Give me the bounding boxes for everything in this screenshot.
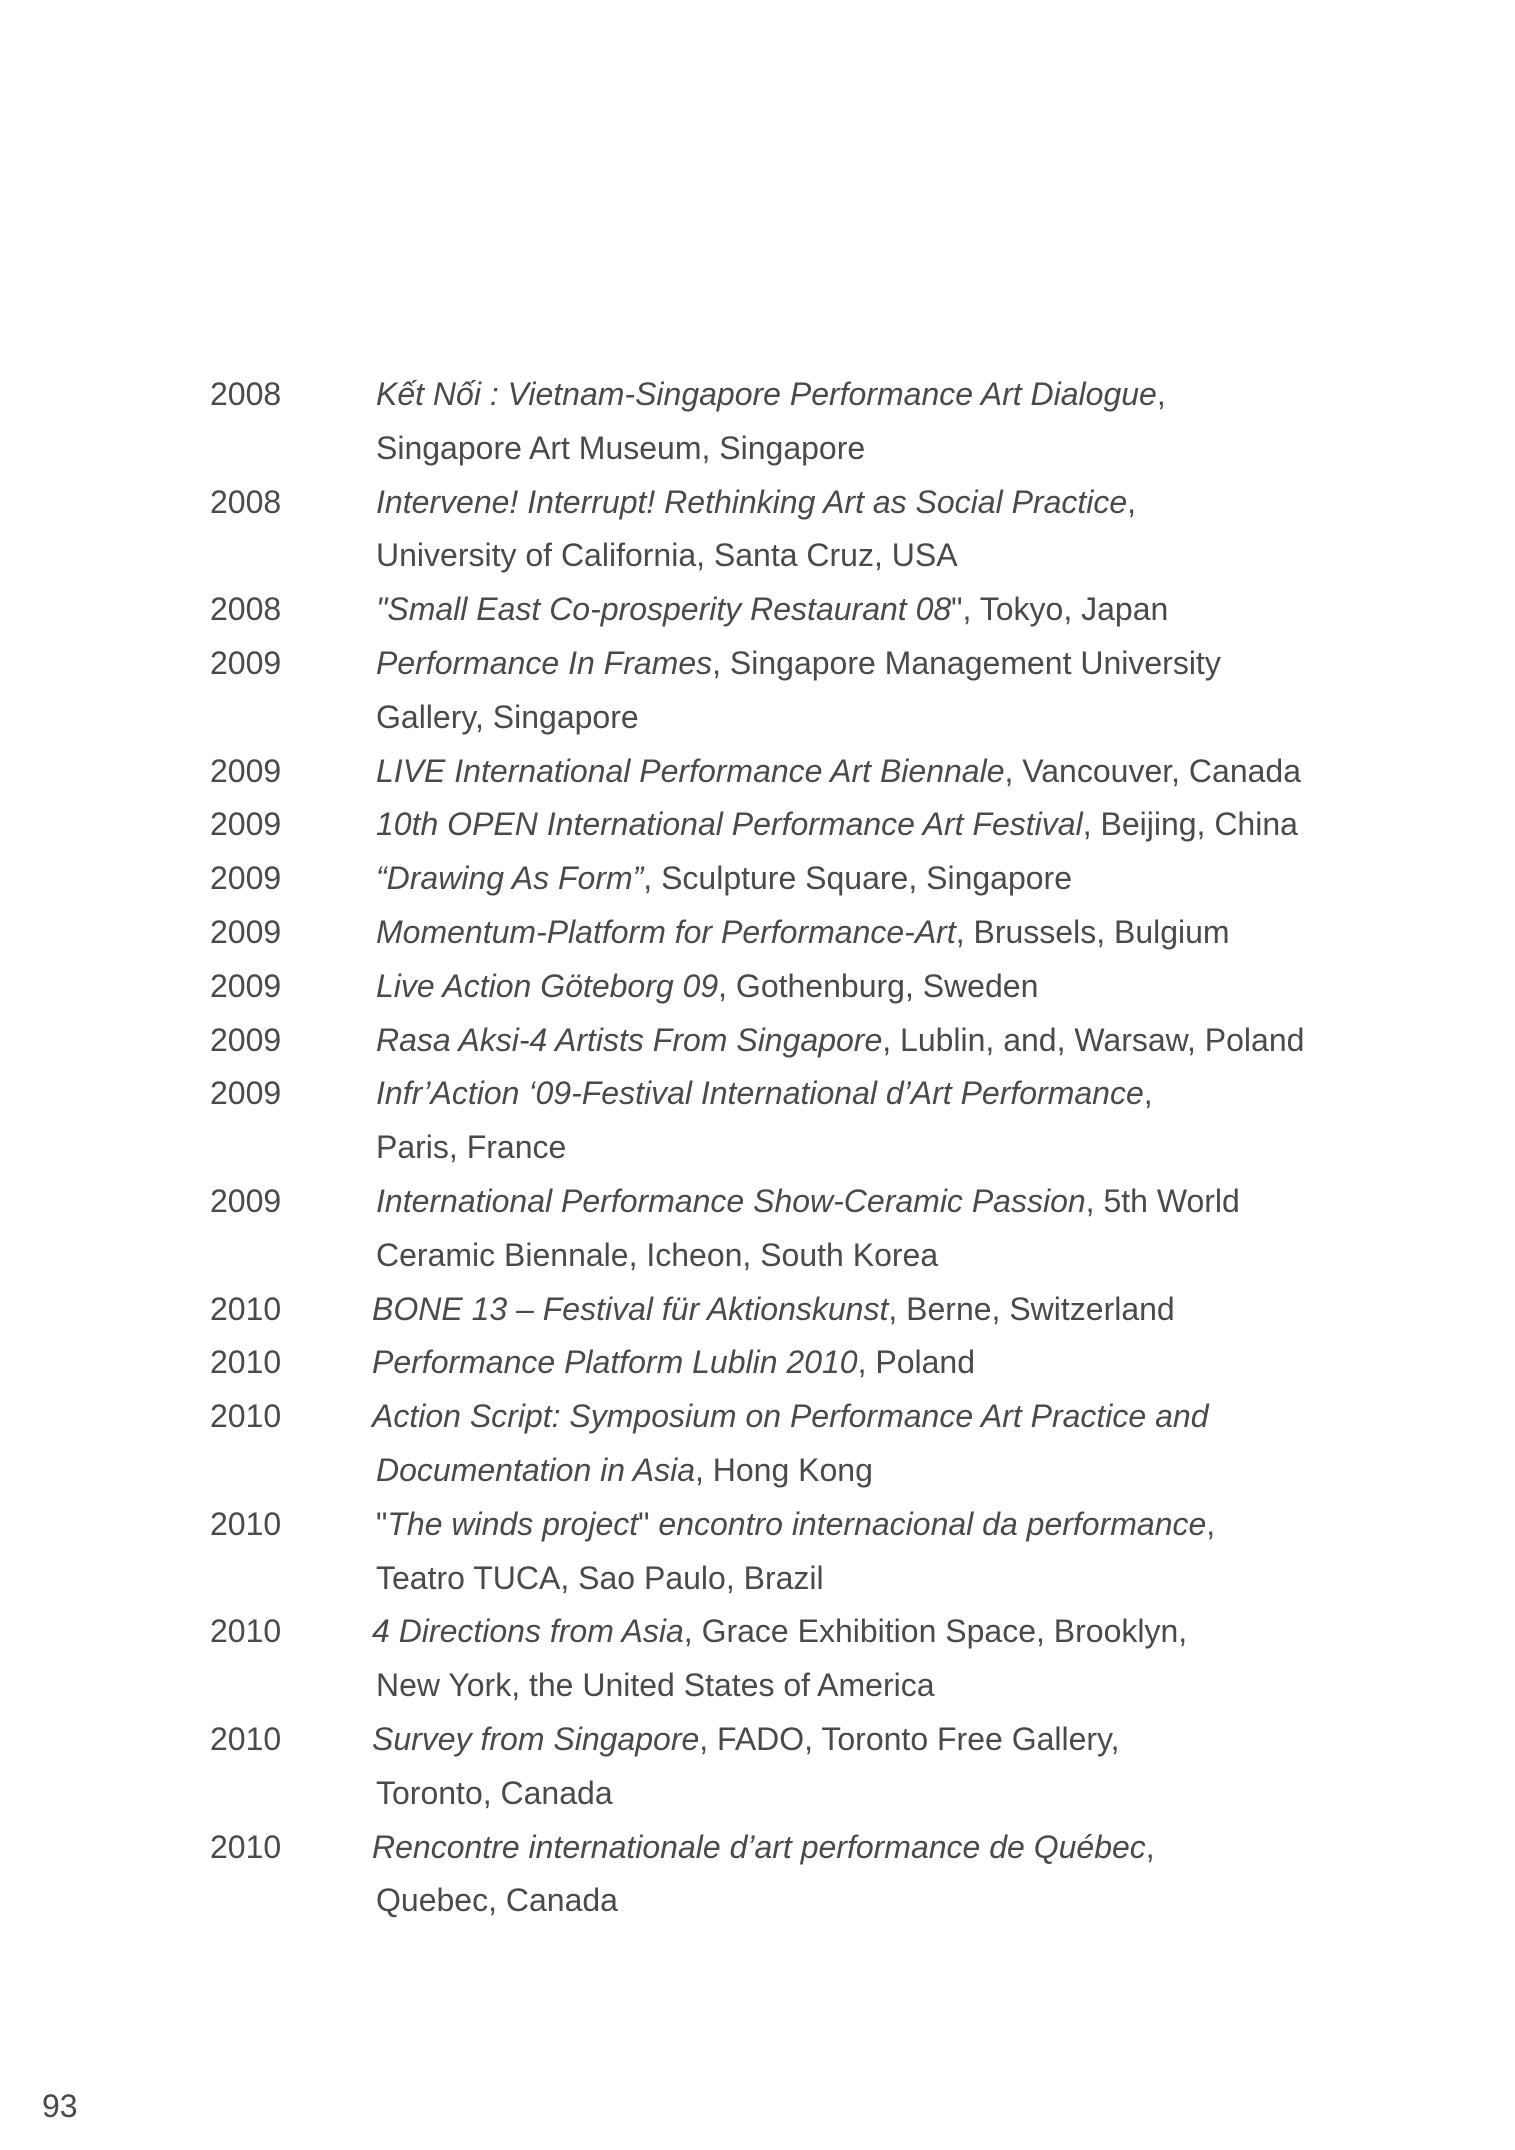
entry-year: 2009	[210, 644, 282, 681]
exhibition-title: Documentation in Asia	[376, 1451, 695, 1488]
entry-year: 2008	[210, 591, 282, 628]
entry-line	[376, 906, 1476, 960]
exhibition-details: "	[376, 1505, 388, 1542]
exhibition-details: "	[638, 1505, 659, 1542]
exhibition-title: Intervene! Interrupt! Rethinking Art as Social Practice	[376, 483, 1128, 520]
exhibition-entry	[0, 1390, 1515, 1498]
entry-line	[376, 476, 1476, 530]
entry-line	[376, 1067, 1476, 1121]
exhibition-details: , FADO, Toronto Free Gallery,	[699, 1720, 1120, 1757]
exhibition-entry	[0, 1498, 1515, 1606]
exhibition-details: , Sculpture Square, Singapore	[643, 860, 1072, 897]
entry-line	[376, 637, 1476, 691]
exhibition-title: Rasa Aksi-4 Artists From Singapore	[376, 1021, 883, 1058]
entry-description	[376, 1498, 1476, 1606]
exhibition-details: Quebec, Canada	[376, 1882, 618, 1919]
exhibition-details: , Berne, Switzerland	[888, 1290, 1175, 1327]
entry-description	[372, 1336, 1476, 1390]
exhibition-details: , Vancouver, Canada	[1004, 752, 1301, 789]
exhibition-details: Singapore Art Museum, Singapore	[376, 429, 866, 466]
exhibition-title: International Performance Show-Ceramic Passion	[376, 1182, 1086, 1219]
entry-line	[376, 1659, 1476, 1713]
exhibition-entry	[0, 1821, 1515, 1929]
exhibition-details: , Poland	[857, 1344, 976, 1381]
exhibition-entry	[0, 745, 1515, 799]
exhibition-details: ,	[1145, 1828, 1155, 1865]
entry-line	[376, 745, 1476, 799]
exhibition-details: New York, the United States of America	[376, 1667, 935, 1704]
exhibition-entry	[0, 852, 1515, 906]
entry-line	[376, 691, 1476, 745]
entry-line	[376, 1175, 1476, 1229]
entry-year: 2009	[210, 806, 282, 843]
exhibition-details: , Lublin, and, Warsaw, Poland	[882, 1021, 1305, 1058]
exhibition-details: ,	[1156, 376, 1166, 412]
exhibition-entry	[0, 1283, 1515, 1337]
entry-line	[372, 1283, 1476, 1337]
entry-year: 2010	[210, 1720, 282, 1757]
entry-year: 2009	[210, 752, 282, 789]
exhibition-details: ,	[1127, 483, 1137, 520]
entry-line	[372, 1390, 1476, 1444]
exhibition-details: , Brussels, Bulgium	[955, 913, 1230, 950]
exhibition-entry	[0, 1336, 1515, 1390]
entry-description	[376, 906, 1476, 960]
exhibition-title: 4 Directions from Asia	[372, 1613, 684, 1650]
entry-description	[376, 583, 1476, 637]
exhibition-entry	[0, 906, 1515, 960]
entry-line	[372, 1821, 1476, 1875]
exhibition-title: "Small East Co-prosperity Restaurant 08	[376, 591, 952, 628]
entry-year: 2010	[210, 1613, 282, 1650]
entry-description	[376, 1175, 1476, 1283]
exhibition-entry	[0, 637, 1515, 745]
entry-description	[376, 1014, 1476, 1068]
entry-line	[372, 1605, 1476, 1659]
entry-year: 2010	[210, 1828, 282, 1865]
entry-description	[376, 368, 1476, 476]
exhibition-title: LIVE International Performance Art Biennale	[376, 752, 1005, 789]
entry-year: 2010	[210, 1398, 282, 1435]
exhibition-title: Action Script: Symposium on Performance Art Practice and	[372, 1398, 1209, 1435]
page-number: 93	[42, 2088, 78, 2124]
exhibition-list	[0, 368, 1515, 1928]
entry-line	[376, 1444, 1476, 1498]
entry-year: 2010	[210, 1344, 282, 1381]
entry-description	[376, 476, 1476, 584]
entry-description	[376, 745, 1476, 799]
entry-description	[372, 1713, 1476, 1821]
exhibition-title: Rencontre internationale d’art performance de Québec	[372, 1828, 1146, 1865]
entry-description	[376, 637, 1476, 745]
exhibition-entry	[0, 1175, 1515, 1283]
exhibition-entry	[0, 960, 1515, 1014]
exhibition-title: Survey from Singapore	[372, 1720, 700, 1757]
entry-line	[376, 1874, 1476, 1928]
exhibition-details: ,	[1206, 1505, 1216, 1542]
entry-line	[376, 1498, 1476, 1552]
entry-year: 2010	[210, 1505, 282, 1542]
entry-description	[372, 1390, 1476, 1498]
entry-year: 2008	[210, 483, 282, 520]
entry-description	[372, 1605, 1476, 1713]
exhibition-title: encontro internacional da performance	[658, 1505, 1207, 1542]
entry-year: 2009	[210, 860, 282, 897]
exhibition-title: Performance In Frames	[376, 644, 713, 681]
exhibition-entry	[0, 798, 1515, 852]
entry-line	[372, 1336, 1476, 1390]
exhibition-title: 10th OPEN International Performance Art Festival	[376, 806, 1083, 843]
entry-description	[376, 960, 1476, 1014]
entry-line	[376, 1121, 1476, 1175]
entry-description	[372, 1283, 1476, 1337]
exhibition-title: Momentum-Platform for Performance-Art	[376, 913, 956, 950]
entry-line	[376, 1767, 1476, 1821]
entry-line	[376, 1014, 1476, 1068]
entry-year: 2009	[210, 913, 282, 950]
exhibition-entry	[0, 1014, 1515, 1068]
exhibition-details: ,	[1143, 1075, 1153, 1112]
entry-line	[376, 422, 1476, 476]
exhibition-entry	[0, 476, 1515, 584]
exhibition-title: “Drawing As Form”	[376, 860, 644, 897]
exhibition-title: Infr’Action ‘09-Festival International d’Art Performance	[376, 1075, 1144, 1112]
exhibition-details: , Singapore Management University	[712, 644, 1221, 681]
entry-line	[376, 798, 1476, 852]
exhibition-title: Performance Platform Lublin 2010	[372, 1344, 858, 1381]
exhibition-details: , Gothenburg, Sweden	[718, 967, 1039, 1004]
entry-line	[376, 583, 1476, 637]
exhibition-title: Kết Nối : Vietnam-Singapore Performance Art Dialogue	[376, 376, 1157, 412]
entry-year: 2009	[210, 1182, 282, 1219]
entry-line	[376, 368, 1476, 422]
entry-line	[376, 1229, 1476, 1283]
exhibition-entry	[0, 583, 1515, 637]
exhibition-entry	[0, 1067, 1515, 1175]
exhibition-details: , Grace Exhibition Space, Brooklyn,	[683, 1613, 1188, 1650]
exhibition-details: , Hong Kong	[694, 1451, 873, 1488]
exhibition-details: Paris, France	[376, 1129, 567, 1166]
entry-description	[376, 798, 1476, 852]
entry-year: 2009	[210, 1075, 282, 1112]
entry-line	[376, 1552, 1476, 1606]
exhibition-entry	[0, 1713, 1515, 1821]
entry-year: 2008	[210, 376, 282, 412]
exhibition-details: University of California, Santa Cruz, USA	[376, 537, 958, 574]
entry-line	[376, 529, 1476, 583]
entry-year: 2009	[210, 1021, 282, 1058]
exhibition-details: ", Tokyo, Japan	[951, 591, 1169, 628]
exhibition-details: Gallery, Singapore	[376, 698, 639, 735]
entry-description	[372, 1821, 1476, 1929]
exhibition-details: Ceramic Biennale, Icheon, South Korea	[376, 1236, 939, 1273]
exhibition-details: , 5th World	[1085, 1182, 1240, 1219]
exhibition-details: Toronto, Canada	[376, 1774, 613, 1811]
exhibition-title: The winds project	[387, 1505, 639, 1542]
entry-line	[372, 1713, 1476, 1767]
exhibition-entry	[0, 368, 1515, 476]
exhibition-entry	[0, 1605, 1515, 1713]
entry-line	[376, 960, 1476, 1014]
exhibition-details: Teatro TUCA, Sao Paulo, Brazil	[376, 1559, 824, 1596]
entry-year: 2009	[210, 967, 282, 1004]
entry-description	[376, 1067, 1476, 1175]
exhibition-details: , Beijing, China	[1082, 806, 1298, 843]
entry-year: 2010	[210, 1290, 282, 1327]
exhibition-title: Live Action Göteborg 09	[376, 967, 719, 1004]
exhibition-title: BONE 13 – Festival für Aktionskunst	[372, 1290, 889, 1327]
entry-description	[376, 852, 1476, 906]
entry-line	[376, 852, 1476, 906]
